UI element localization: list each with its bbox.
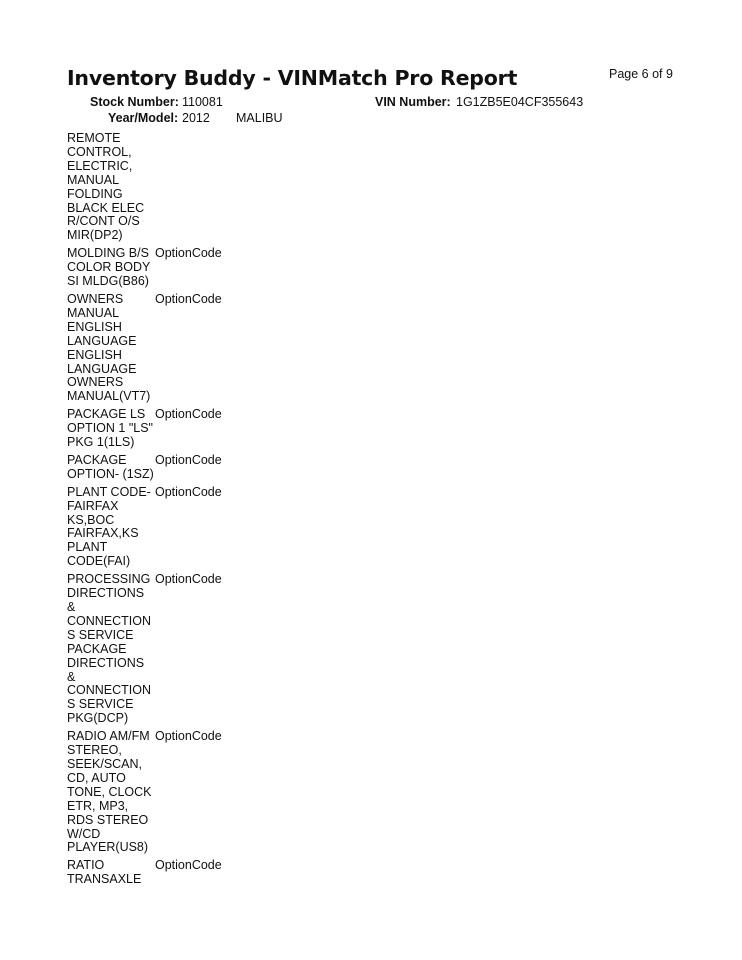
option-description: RADIO AM/FM STEREO, SEEK/SCAN, CD, AUTO TONE, CLOCK ETR, MP3, RDS STEREO W/CD PLAYER(US8) [67,729,152,855]
option-type: OptionCode [155,484,222,499]
option-row [67,293,267,404]
option-row [67,408,267,450]
model-value: MALIBU [236,111,283,125]
option-type: OptionCode [155,246,222,261]
option-row [67,486,267,569]
option-description: PLANT CODE- FAIRFAX KS,BOC FAIRFAX,KS PLANT CODE(FAI) [67,484,151,569]
option-description: REMOTE CONTROL, ELECTRIC, MANUAL FOLDING BLACK ELEC R/CONT O/S MIR(DP2) [67,131,145,243]
option-description: PACKAGE OPTION- (1SZ) [67,452,154,481]
option-type: OptionCode [155,452,222,467]
stock-number-value: 110081 [182,95,223,109]
vin-number-value: 1G1ZB5E04CF355643 [456,95,584,109]
year-value: 2012 [182,111,210,125]
option-description: MOLDING B/S COLOR BODY SI MLDG(B86) [67,246,151,289]
option-description: RATIO TRANSAXLE [67,858,142,887]
option-row [67,573,267,726]
option-description: OWNERS MANUAL ENGLISH LANGUAGE ENGLISH LANGUAGE OWNERS MANUAL(VT7) [67,291,151,404]
option-row [67,454,267,482]
option-list [67,132,267,891]
option-type: OptionCode [155,729,222,744]
option-type: OptionCode [155,291,222,306]
option-description: PROCESSING DIRECTIONS & CONNECTION S SERVICE PACKAGE DIRECTIONS & CONNECTION S SERVICE PKG(DCP) [67,572,152,726]
report-title: Inventory Buddy - VINMatch Pro Report [67,66,518,90]
option-type: OptionCode [155,858,222,873]
option-description: PACKAGE LS OPTION 1 "LS" PKG 1(1LS) [67,407,153,450]
option-row [67,859,267,887]
option-row [67,247,267,289]
year-model-label: Year/Model: [108,111,179,125]
option-row [67,132,267,243]
option-type: OptionCode [155,572,222,587]
option-type: OptionCode [155,407,222,422]
option-row [67,730,267,855]
page-indicator: Page 6 of 9 [609,67,673,81]
stock-number-label: Stock Number: [90,95,179,109]
vin-number-label: VIN Number: [375,95,451,109]
